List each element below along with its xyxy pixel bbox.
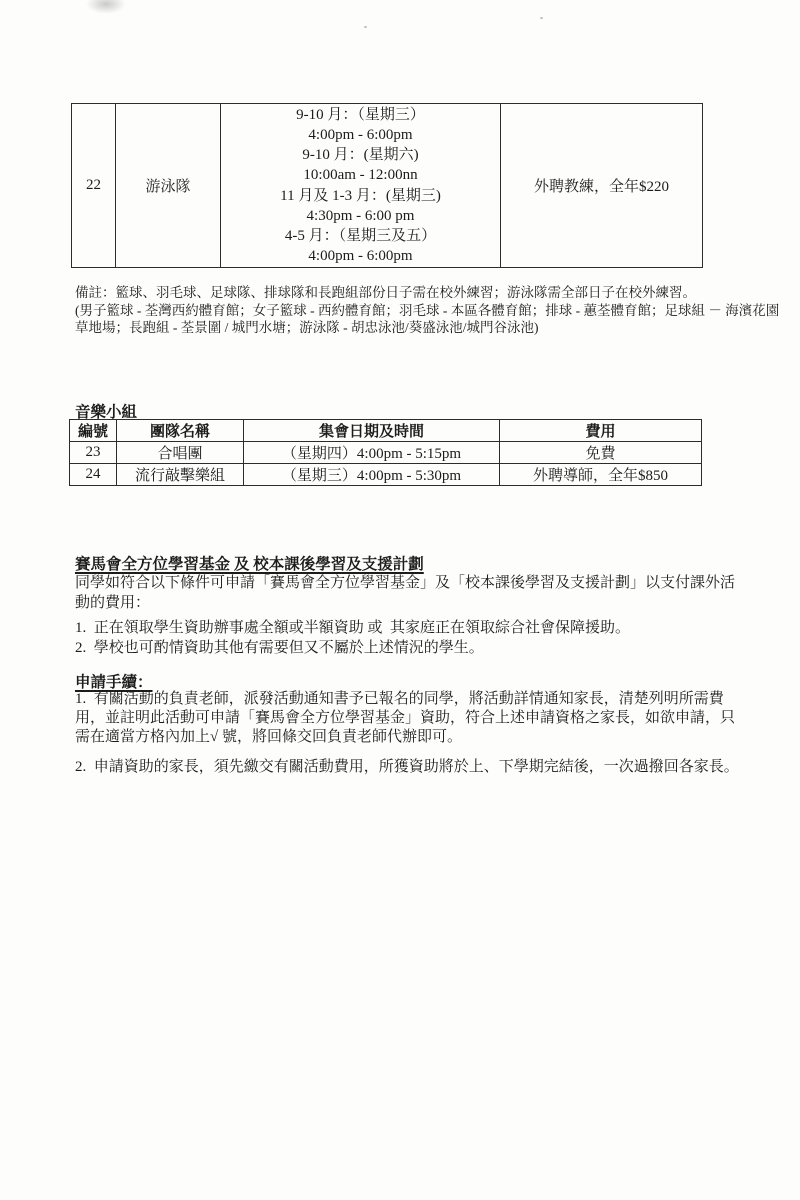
schedule-line: 10:00am - 12:00nn <box>303 167 418 184</box>
table-row <box>70 442 702 464</box>
schedule-line: 11 月及 1-3 月：(星期三) <box>280 187 441 204</box>
table-header-row <box>70 420 702 442</box>
group-team-cell: 合唱團 <box>117 442 244 464</box>
schedule-line: 9-10 月：（星期三） <box>296 106 425 123</box>
activity-team-cell <box>116 104 221 268</box>
fund-eligibility-list <box>75 619 630 658</box>
activity-team-name: 游泳隊 <box>145 179 191 195</box>
schedule-line: 9-10 月：(星期六) <box>302 147 419 164</box>
activity-schedule-cell <box>221 104 501 268</box>
fund-intro-line: 同學如符合以下條件可申請「賽馬會全方位學習基金」及「校本課後學習及支援計劃」以支付課外活 <box>75 575 736 591</box>
group-fee-cell: 免費 <box>500 442 702 464</box>
remarks-line: (男子籃球 - 荃灣西約體育館；女子籃球 - 西約體育館；羽毛球 - 本區各體育館；排球 - 蕙荃體育館；足球組 － 海濱花園 <box>75 302 780 318</box>
header-fee: 費用 <box>500 420 702 442</box>
fund-eligibility-item: 2. 學校也可酌情資助其他有需要但又不屬於上述情況的學生。 <box>75 639 484 656</box>
activity-number-cell <box>72 104 116 268</box>
group-number-cell: 23 <box>70 442 117 464</box>
procedure-item-1 <box>75 690 735 747</box>
header-number: 編號 <box>70 420 117 442</box>
scan-speck <box>540 17 543 19</box>
procedure-item-line: 1. 有關活動的負責老師，派發活動通知書予已報名的同學，將活動詳情通知家長，清楚列明所需費 <box>75 691 724 707</box>
fund-intro-line: 動的費用： <box>75 595 151 611</box>
fund-eligibility-item: 1. 正在領取學生資助辦事處全額或半額資助 或 其家庭正在領取綜合社會保障援助。 <box>75 620 631 636</box>
procedure-item-line: 2. 申請資助的家長，須先繳交有關活動費用，所獲資助將於上、下學期完結後，一次過撥回各家長。 <box>75 759 739 775</box>
group-schedule-cell: （星期三）4:00pm - 5:30pm <box>244 464 500 486</box>
schedule-line: 4-5 月：（星期三及五） <box>284 227 437 244</box>
scan-smudge-artifact <box>86 0 126 14</box>
music-groups-table <box>69 419 702 486</box>
procedure-section-heading: 申請手續： <box>75 674 153 691</box>
remarks-line: 草地場；長跑組 - 荃景圍 / 城門水塘；游泳隊 - 胡忠泳池/葵盛泳池/城門谷泳池) <box>75 320 539 335</box>
group-fee-cell: 外聘導師，全年$850 <box>500 464 702 486</box>
schedule-line: 4:30pm - 6:00 pm <box>306 207 415 224</box>
group-number-cell: 24 <box>70 464 117 486</box>
procedure-item-line: 需在適當方格內加上√ 號，將回條交回負責老師代辦即可。 <box>75 729 462 745</box>
schedule-line: 4:00pm - 6:00pm <box>308 126 413 143</box>
fund-section-heading: 賽馬會全方位學習基金 及 校本課後學習及支援計劃 <box>75 556 424 573</box>
fund-intro-paragraph <box>75 573 735 613</box>
activity-fee: 外聘教練，全年$220 <box>533 179 669 195</box>
activity-fee-cell <box>501 104 703 268</box>
sports-activities-table <box>71 103 703 268</box>
procedure-item-line: 用，並註明此活動可申請「賽馬會全方位學習基金」資助，符合上述申請資格之家長，如欲申請，只 <box>75 710 736 726</box>
group-schedule-cell: （星期四）4:00pm - 5:15pm <box>244 442 500 464</box>
schedule-line: 4:00pm - 6:00pm <box>308 248 413 265</box>
header-team-name: 團隊名稱 <box>117 420 244 442</box>
remarks-block <box>75 284 779 337</box>
activity-number: 22 <box>86 177 101 193</box>
scan-speck <box>364 26 367 28</box>
group-team-cell: 流行敲擊樂組 <box>117 464 244 486</box>
remarks-line: 備註：籃球、羽毛球、足球隊、排球隊和長跑組部份日子需在校外練習；游泳隊需全部日子在校外練習。 <box>75 285 696 300</box>
procedure-item-2 <box>75 758 739 777</box>
table-row <box>70 464 702 486</box>
music-section-title: 音樂小組 <box>75 404 138 421</box>
table-row <box>72 104 703 268</box>
header-schedule: 集會日期及時間 <box>244 420 500 442</box>
